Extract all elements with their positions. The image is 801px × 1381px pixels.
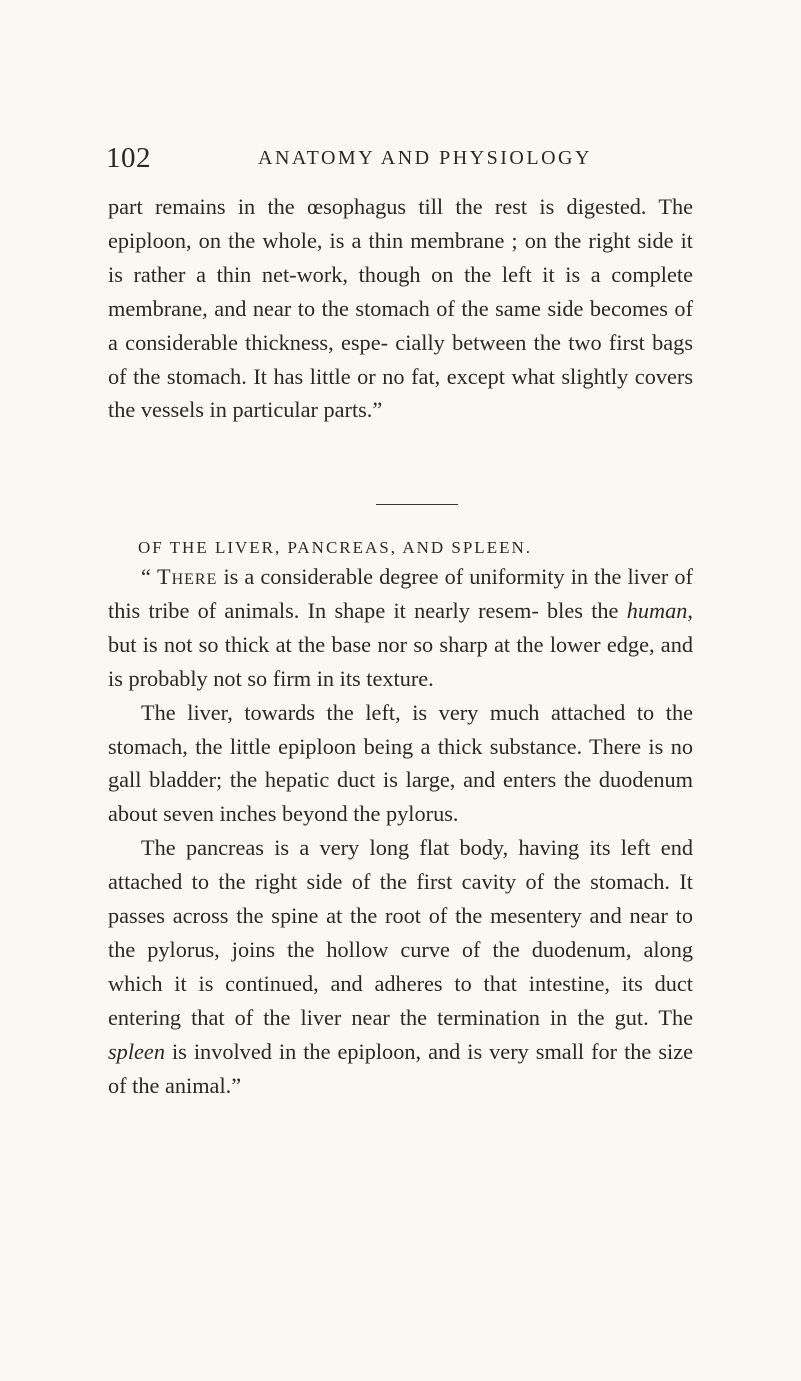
section-divider	[376, 504, 458, 505]
paragraph-text: is a considerable degree of uniformity in the liver of this tribe of animals. In shape it nearly resem- bles the	[108, 564, 693, 623]
first-word: There	[156, 564, 218, 589]
body-text-top	[108, 190, 693, 427]
paragraph-text: is involved in the epiploon, and is very small for the size of the animal.”	[108, 1038, 693, 1098]
paragraph-liver-shape	[108, 560, 693, 696]
italic-word: human	[626, 597, 688, 623]
paragraph-text: The pancreas is a very long flat body, having its left end attached to the right side of the first cavity of the stomach. It passes across the spine at the root of the mesentery and near to the pylorus, joins the hollow curve of the duodenum, along which it is continued, and adheres to that intestine, its duct entering that of the liver near the termination in the gut. The	[108, 835, 693, 1030]
page-header	[106, 138, 691, 178]
section-title: OF THE LIVER, PANCREAS, AND SPLEEN.	[138, 538, 532, 557]
body-text-section	[108, 560, 693, 1103]
page-number: 102	[106, 142, 151, 174]
paragraph-pancreas	[108, 831, 693, 1102]
paragraph-continuation: part remains in the œsophagus till the rest is digested. The epiploon, on the whole, is a thin membrane ; on the right side it is rather a thin net-work, though on the left it is a complete membrane, and near to the stomach of the same side becomes of a considerable thickness, espe- cially between the two first bags of the stomach. It has little or no fat, except what slightly covers the vessels in particular parts.”	[108, 194, 693, 423]
paragraph-text: , but is not so thick at the base nor so sharp at the lower edge, and is probably not so firm in its texture.	[108, 597, 693, 691]
paragraph-liver-attachment: The liver, towards the left, is very much attached to the stomach, the little epiploon being a thick substance. There is no gall bladder; the hepatic duct is large, and enters the duodenum about seven inches beyond the pylorus.	[108, 699, 693, 827]
open-quote: “	[141, 564, 157, 589]
italic-word: spleen	[108, 1038, 165, 1064]
running-head: ANATOMY AND PHYSIOLOGY	[258, 147, 592, 169]
